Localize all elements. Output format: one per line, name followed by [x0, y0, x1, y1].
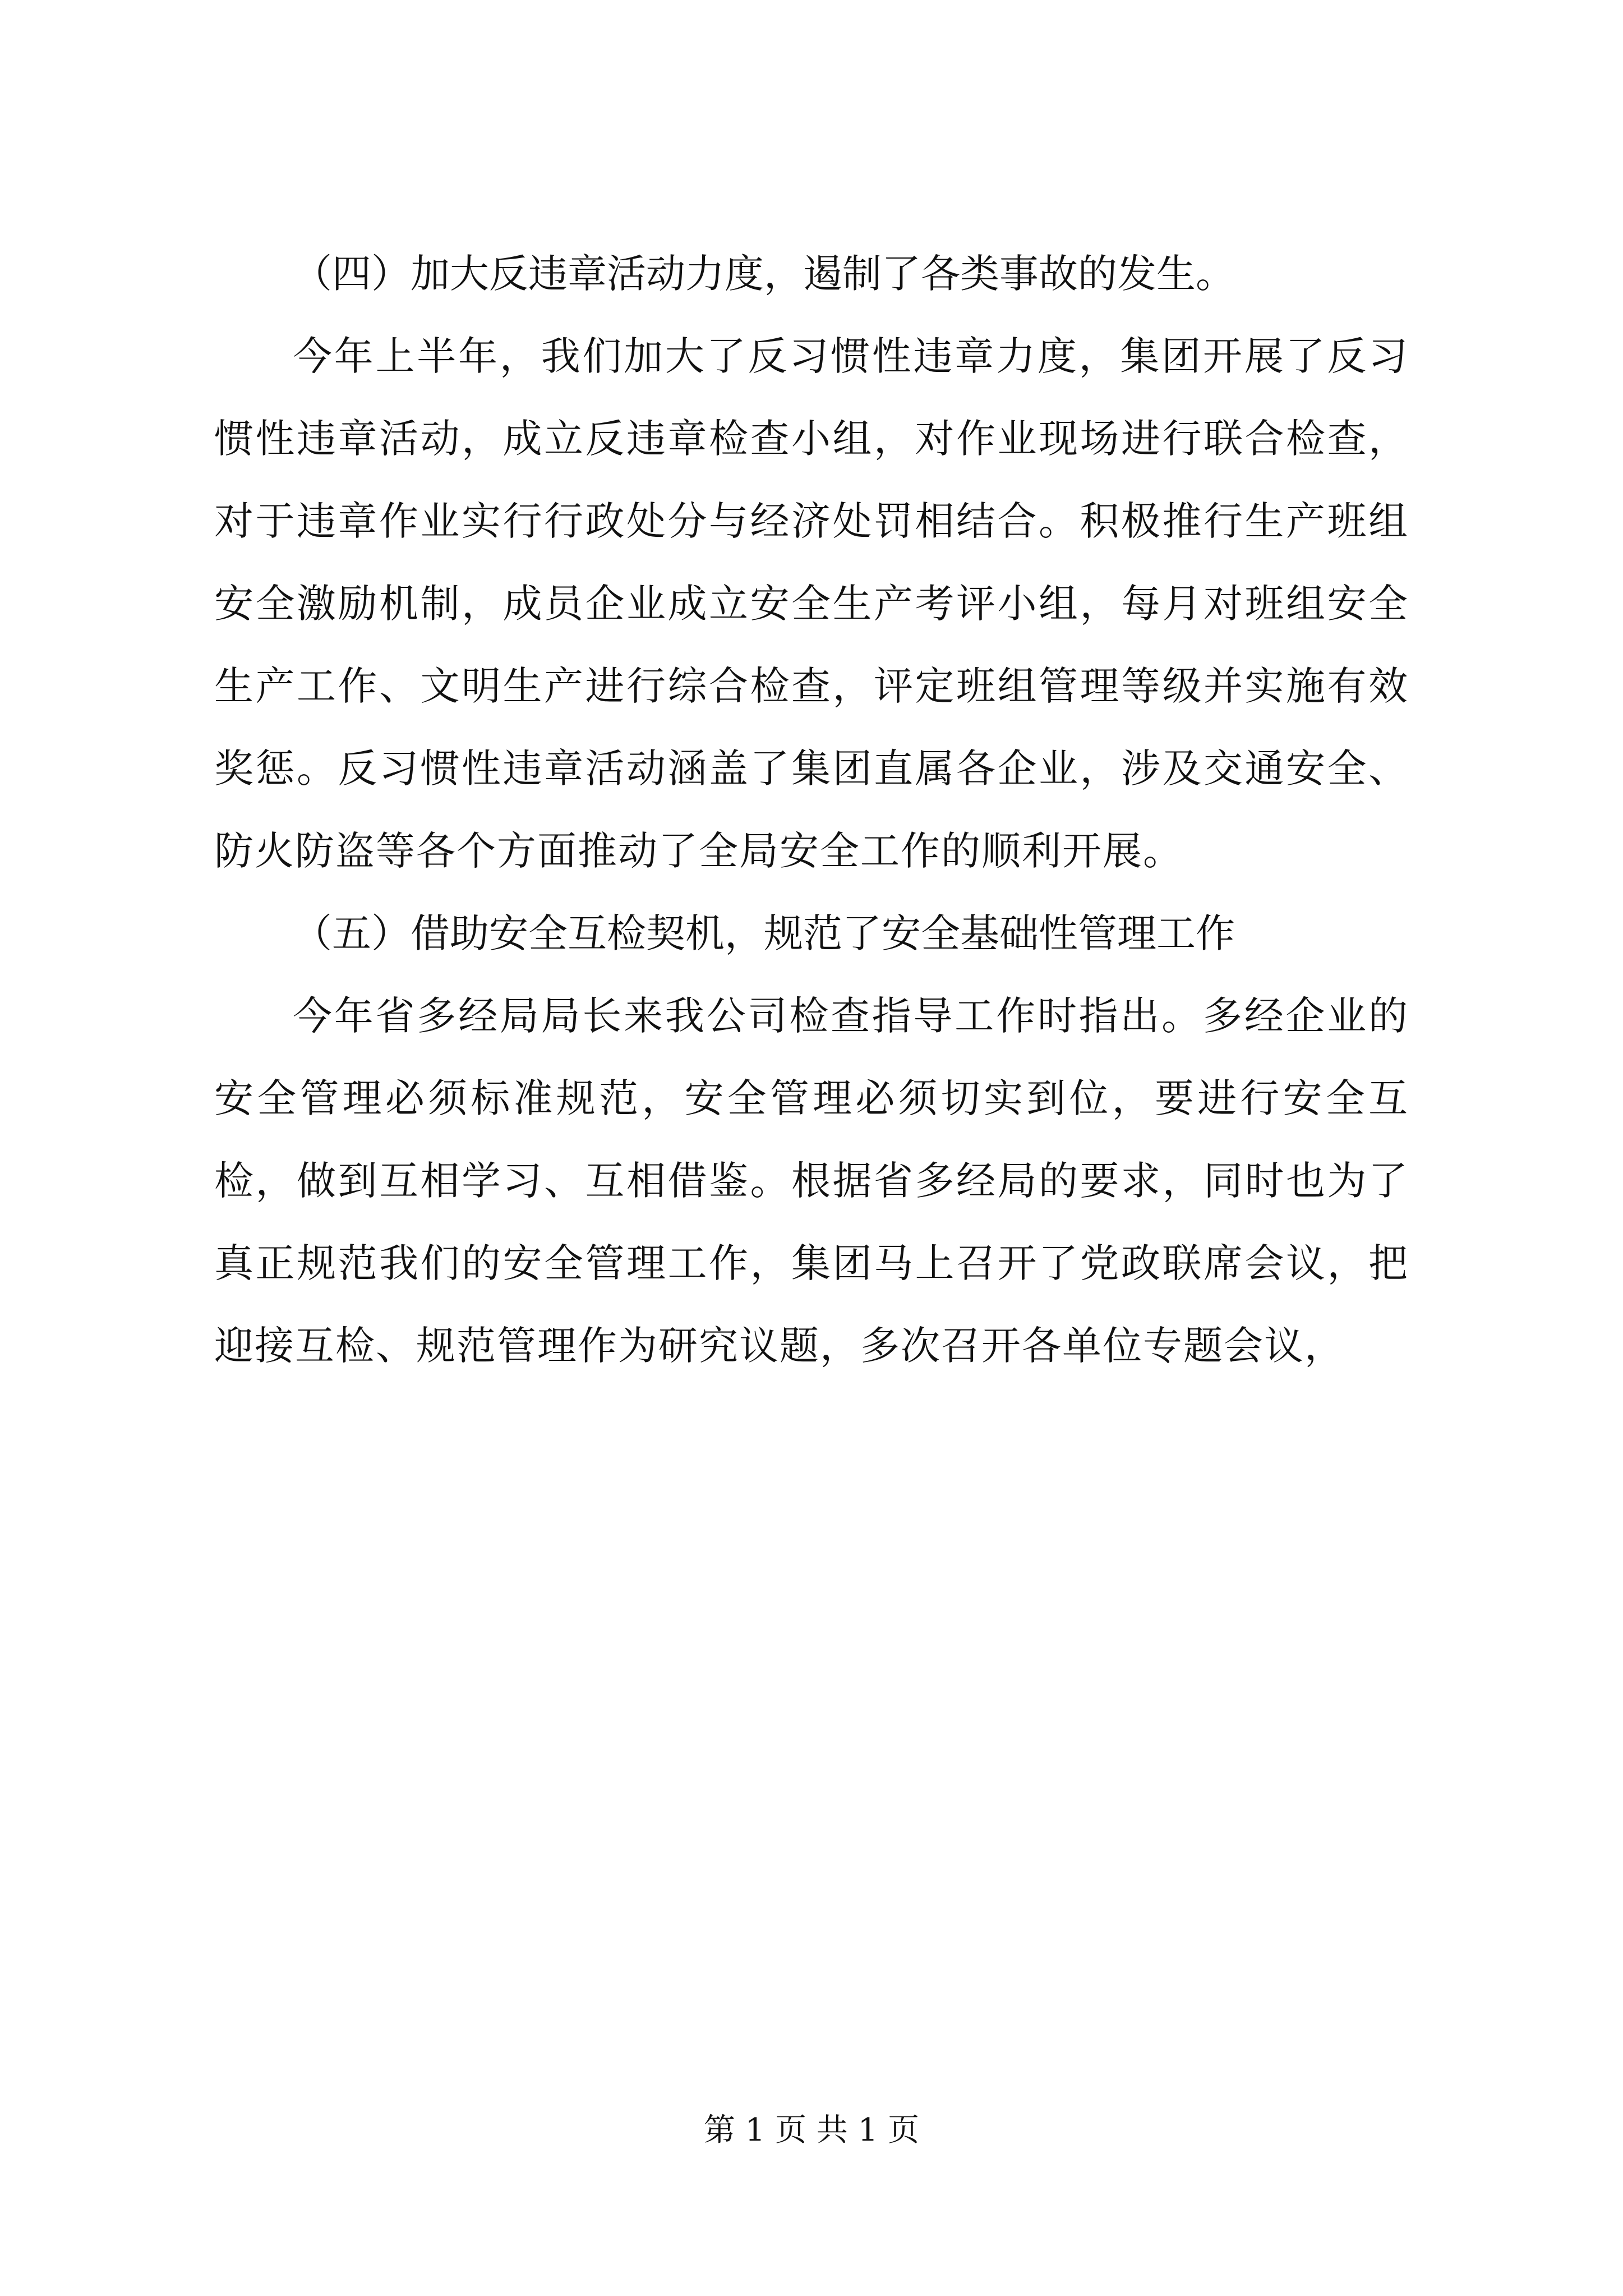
section-heading-5: （五）借助安全互检契机，规范了安全基础性管理工作: [293, 910, 1235, 956]
section-body-4: 今年上半年，我们加大了反习惯性违章力度，集团开展了反习惯性违章活动，成立反违章检查小组，对作业现场进行联合检查，对于违章作业实行行政处分与经济处罚相结合。积极推行生产班组安全激励机制，成员企业成立安全生产考评小组，每月对班组安全生产工作、文明生产进行综合检查，评定班组管理等级并实施有效奖惩。反习惯性违章活动涵盖了集团直属各企业，涉及交通安全、防火防盗等各个方面推动了全局安全工作的顺利开展。: [214, 333, 1409, 874]
section-heading-4: （四）加大反违章活动力度，遏制了各类事故的发生。: [293, 251, 1235, 297]
page-footer: 第 1 页 共 1 页: [703, 2112, 920, 2148]
section-body-5: 今年省多经局局长来我公司检查指导工作时指出。多经企业的安全管理必须标准规范，安全管理必须切实到位，要进行安全互检，做到互相学习、互相借鉴。根据省多经局的要求，同时也为了真正规范我们的安全管理工作，集团马上召开了党政联席会议，把迎接互检、规范管理作为研究议题，多次召开各单位专题会议，: [214, 993, 1409, 1369]
document-body: [214, 233, 1409, 1387]
